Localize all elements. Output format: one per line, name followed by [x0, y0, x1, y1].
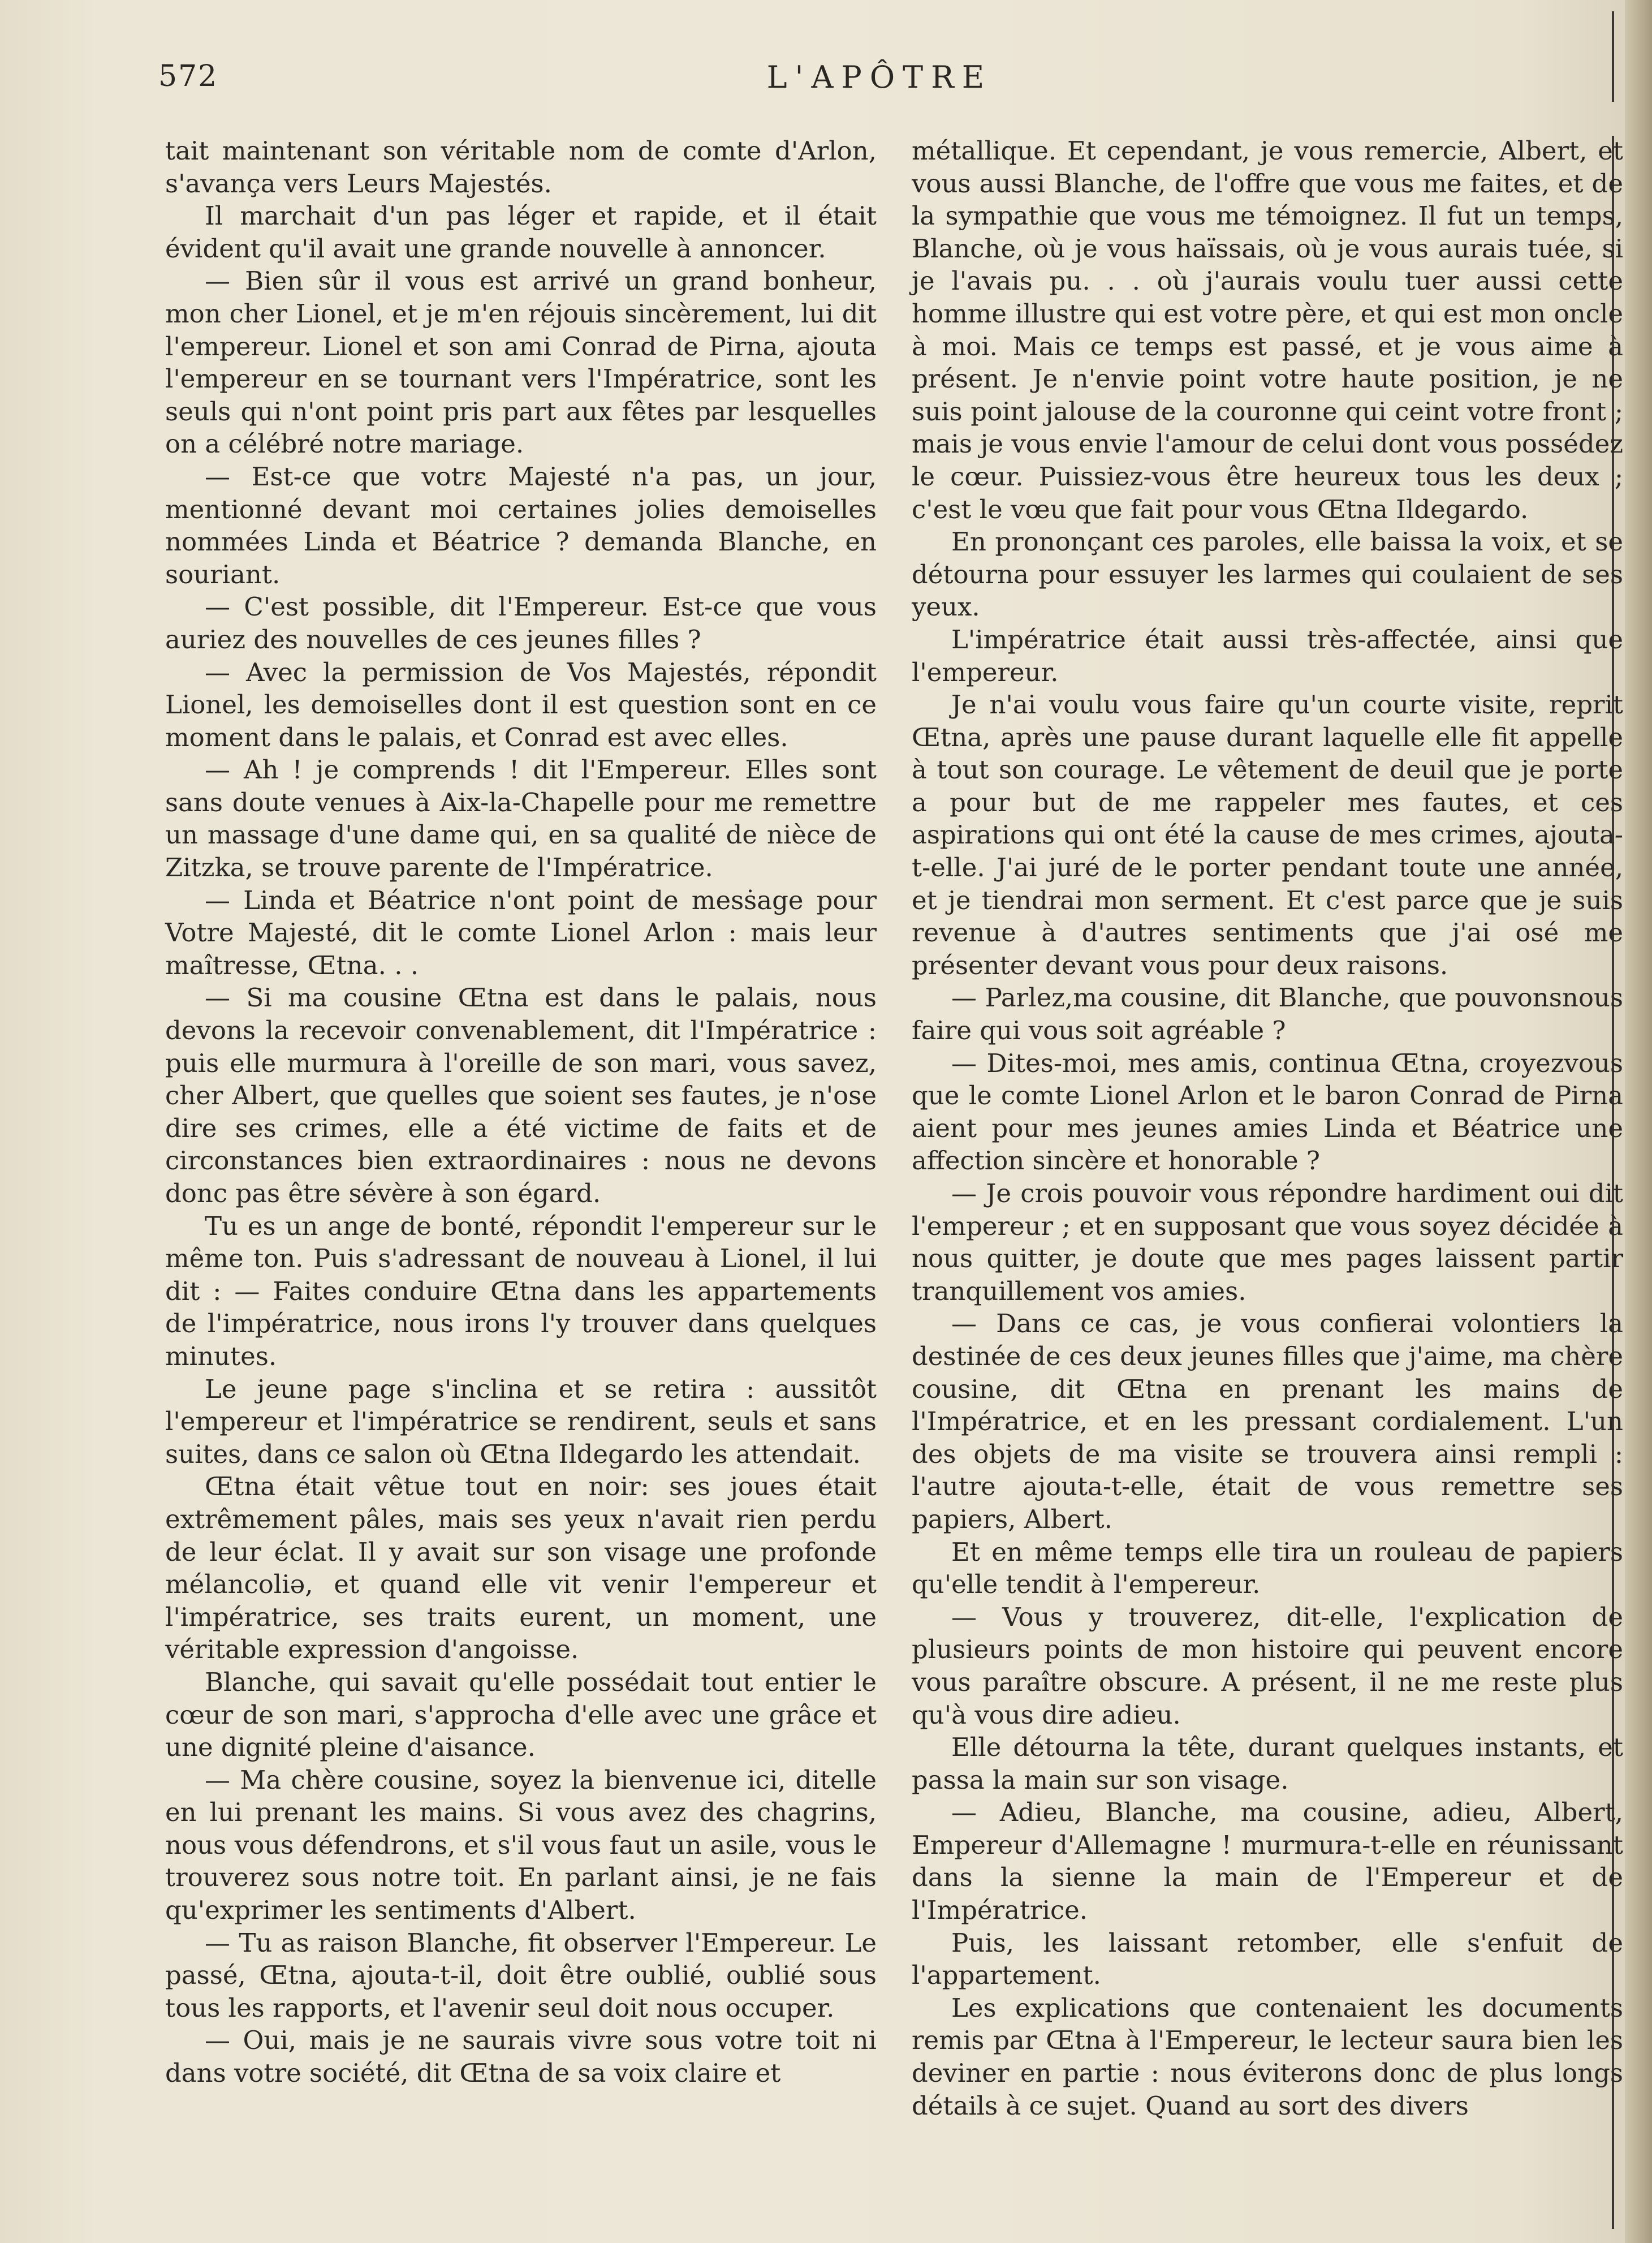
paragraph: tait maintenant son véritable nom de comte d'Arlon, s'avança vers Leurs Majestés. [165, 136, 877, 199]
page-header [158, 59, 1601, 110]
paragraph: Les explications que contenaient les documents remis par Œtna à l'Empereur, le lecteur saura bien les deviner en partie : nous éviterons donc de plus longs détails à ce sujet. Quand au sort des divers [912, 1992, 1623, 2121]
paragraph: — Ma chère cousine, soyez la bienvenue ici, ditelle en lui prenant les mains. Si vous avez des chagrins, nous vous défendrons, et s'il vous faut un asile, vous le trouverez sous notre toit. En parlant ainsi, je ne fais qu'exprimer les sentiments d'Albert. [165, 1764, 877, 1926]
paragraph: — Adieu, Blanche, ma cousine, adieu, Albert, Empereur d'Allemagne ! murmura-t-elle en réunissant dans la sienne la main de l'Empereur et de l'Impératrice. [912, 1797, 1623, 1926]
paragraph: Blanche, qui savait qu'elle possédait tout entier le cœur de son mari, s'approcha d'elle avec une grâce et une dignité pleine d'aisance. [165, 1667, 877, 1763]
paragraph: — Parlez,ma cousine, dit Blanche, que pouvonsnous faire qui vous soit agréable ? [912, 983, 1623, 1046]
paragraph: — Linda et Béatrice n'ont point de mesṡage pour Votre Majesté, dit le comte Lionel Arlon : mais leur maîtresse, Œtna. . . [165, 885, 877, 980]
paragraph: — Bien sûr il vous est arrivé un grand bonheur, mon cher Lionel, et je m'en réjouis sincèrement, lui dit l'empereur. Lionel et son ami Conrad de Pirna, ajouta l'empereur en se tournant vers l'Impératrice, sont les seuls qui n'ont point pris part aux fêtes par lesquelles on a célébré notre mariage. [165, 266, 877, 459]
left-column [165, 135, 877, 2090]
paragraph: — Dans ce cas, je vous confierai volontiers la destinée de ces deux jeunes filles que j'aime, ma chère cousine, dit Œtna en prenant les mains de l'Impératrice, et en les pressant cordialement. L'un des objets de ma visite se trouvera ainsi rempli : l'autre ajouta-t-elle, était de vous remettre ses papiers, Albert. [912, 1308, 1623, 1534]
page-number: 572 [158, 59, 218, 93]
paragraph: Je n'ai voulu vous faire qu'un courte visite, reprit Œtna, après une pause durant laquelle elle fit appelle à tout son courage. Le vêtement de deuil que je porte a pour but de me rappeler mes fautes, et ces aspirations qui ont été la cause de mes crimes, ajouta-t-elle. J'ai juré de le porter pendant toute une année, et je tiendrai mon serment. Et c'est parce que je suis revenue à d'autres sentiments que j'ai osé me présenter devant vous pour deux raisons. [912, 690, 1623, 980]
paragraph: — Ah ! je comprends ! dit l'Empereur. Elles sont sans doute venues à Aix-la-Chapelle pour me remettre un massage d'une dame qui, en sa qualité de nièce de Zitzka, se trouve parente de l'Impératrice. [165, 755, 877, 883]
paragraph: Il marchait d'un pas léger et rapide, et il était évident qu'il avait une grande nouvelle à annoncer. [165, 201, 877, 264]
paragraph: Puis, les laissant retomber, elle s'enfuit de l'appartement. [912, 1927, 1623, 1991]
paragraph: — Tu as raison Blanche, fit observer l'Empereur. Le passé, Œtna, ajouta-t-il, doit être oublié, oublié sous tous les rapports, et l'avenir seul doit nous occuper. [165, 1927, 877, 2023]
paragraph: Le jeune page s'inclina et se retira : aussitôt l'empereur et l'impératrice se rendirent, seuls et sans suites, dans ce salon où Œtna Ildegardo les attendait. [165, 1374, 877, 1469]
running-title: L'APÔTRE [766, 59, 993, 95]
paragraph: — Avec la permission de Vos Majestés, répondit Lionel, les demoiselles dont il est question sont en ce moment dans le palais, et Conrad est avec elles. [165, 657, 877, 752]
paragraph: Et en même temps elle tira un rouleau de papiers qu'elle tendit à l'empereur. [912, 1536, 1623, 1600]
paragraph: — Je crois pouvoir vous répondre hardiment oui dit l'empereur ; et en supposant que vous soyez décidée à nous quitter, je doute que mes pages laissent partir tranquillement vos amies. [912, 1178, 1623, 1306]
paragraph: — C'est possible, dit l'Empereur. Est-ce que vous auriez des nouvelles de ces jeunes filles ? [165, 592, 877, 655]
paragraph: L'impératrice était aussi très-affectée, ainsi que l'empereur. [912, 624, 1623, 687]
paragraph: En prononçant ces paroles, elle baissa la voix, et se détourna pour essuyer les larmes qui coulaient de ses yeux. [912, 527, 1623, 622]
page-edge-shadow [1625, 0, 1652, 2243]
right-column [912, 135, 1623, 2122]
paragraph: — Si ma cousine Œtna est dans le palais, nous devons la recevoir convenablement, dit l'Impératrice : puis elle murmura à l'oreille de son mari, vous savez, cher Albert, que quelles que soient ses fautes, je n'ose dire ses crimes, elle a été victime de faits et de circonstances bien extraordinaires : nous ne devons donc pas être sévère à son égard. [165, 983, 877, 1208]
paragraph: — Dites-moi, mes amis, continua Œtna, croyezvous que le comte Lionel Arlon et le baron Conrad de Pirna aient pour mes jeunes amies Linda et Béatrice une affection sincère et honorable ? [912, 1048, 1623, 1176]
page-edge-line [1612, 11, 1614, 102]
paragraph: — Est-ce que votrε Majesté n'a pas, un jour, mentionné devant moi certaines jolies demoiselles nommées Linda et Béatrice ? demanda Blanche, en souriant. [165, 461, 877, 589]
paragraph: métallique. Et cependant, je vous remercie, Albert, et vous aussi Blanche, de l'offre que vous me faites, et de la sympathie que vous me témoignez. Il fut un temps, Blanche, où je vous haïssais, où je vous aurais tuée, si je l'avais pu. . . où j'aurais voulu tuer aussi cette homme illustre qui est votre père, et qui est mon oncle à moi. Mais ce temps est passé, et je vous aime à présent. Je n'envie point votre haute position, je ne suis point jalouse de la couronne qui ceint votre front ; mais je vous envie l'amour de celui dont vous possédez le cœur. Puissiez-vous être heureux tous les deux ; c'est le vœu que fait pour vous Œtna Ildegardo. [912, 136, 1623, 524]
paragraph: Œtna était vêtue tout en noir: ses joues était extrêmement pâles, mais ses yeux n'avait rien perdu de leur éclat. Il y avait sur son visage une profonde mélancoliǝ, et quand elle vit venir l'empereur et l'impératrice, ses traits eurent, un moment, une véritable expression d'angoisse. [165, 1471, 877, 1665]
paragraph: Tu es un ange de bonté, répondit l'empereur sur le même ton. Puis s'adressant de nouveau à Lionel, il lui dit : — Faites conduire Œtna dans les appartements de l'impératrice, nous irons l'y trouver dans quelques minutes. [165, 1211, 877, 1371]
paragraph: — Oui, mais je ne saurais vivre sous votre toit ni dans votre société, dit Œtna de sa voix claire et [165, 2025, 877, 2089]
paragraph: Elle détourna la tête, durant quelques instants, et passa la main sur son visage. [912, 1732, 1623, 1795]
paragraph: — Vous y trouverez, dit-elle, l'explication de plusieurs points de mon histoire qui peuvent encore vous paraître obscure. A présent, il ne me reste plus qu'à vous dire adieu. [912, 1601, 1623, 1730]
